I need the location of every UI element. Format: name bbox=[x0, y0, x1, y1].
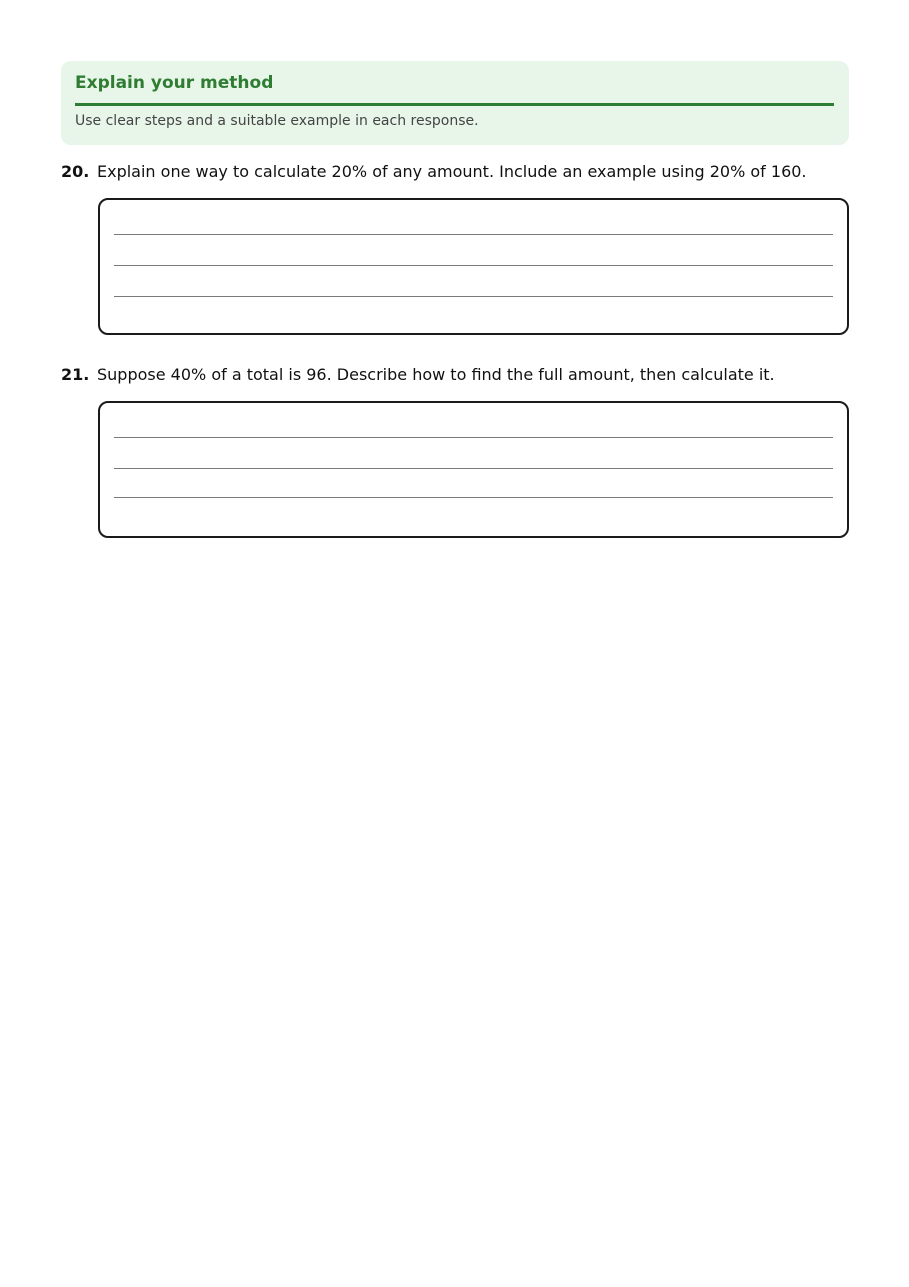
answer-box[interactable] bbox=[98, 401, 849, 538]
question-number: 21. bbox=[61, 365, 90, 384]
answer-line bbox=[114, 296, 833, 297]
answer-line bbox=[114, 497, 833, 498]
question-text: Suppose 40% of a total is 96. Describe how to find the full amount, then calculate it. bbox=[97, 365, 775, 384]
question-text: Explain one way to calculate 20% of any amount. Include an example using 20% of 160. bbox=[97, 162, 807, 181]
answer-line bbox=[114, 234, 833, 235]
answer-line bbox=[114, 468, 833, 469]
section-title: Explain your method bbox=[75, 73, 274, 93]
answer-box[interactable] bbox=[98, 198, 849, 335]
section-header-box bbox=[61, 61, 849, 145]
section-divider bbox=[75, 103, 834, 106]
section-instructions: Use clear steps and a suitable example in each response. bbox=[75, 113, 479, 129]
answer-line bbox=[114, 265, 833, 266]
question-number: 20. bbox=[61, 162, 90, 181]
answer-line bbox=[114, 437, 833, 438]
